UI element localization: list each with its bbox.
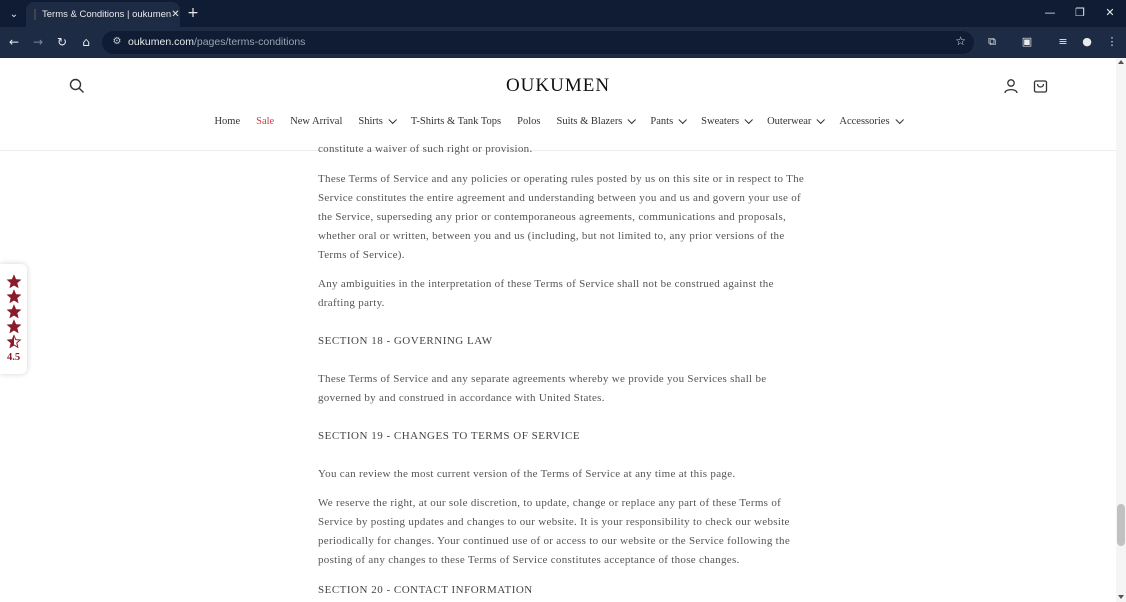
rating-value: 4.5 — [6, 352, 21, 363]
cast-icon[interactable]: ≡ — [1058, 35, 1068, 48]
nav-label: Outerwear — [767, 116, 812, 127]
browser-tab-active[interactable] — [26, 2, 180, 27]
chevron-down-icon — [745, 115, 753, 123]
terms-content — [318, 143, 808, 602]
nav-shirts[interactable] — [350, 116, 403, 127]
paragraph-entire-agreement: These Terms of Service and any policies or operating rules posted by us on this site or in respect to The Service constitutes the entire agreement and understanding between you and us and govern your use of the Service, superseding any prior or contemporaneous agreements, communications and proposals, whether oral or written, between you and us (including, but not limited to, any prior versions of the Terms of Service). — [318, 173, 805, 261]
chevron-down-icon — [388, 115, 396, 123]
partial-paragraph: constitute a waiver of such right or provision. — [318, 143, 533, 155]
extensions-icon[interactable]: ⧉ — [988, 35, 996, 48]
browser-tab-bar — [0, 0, 1126, 27]
address-bar[interactable] — [102, 31, 974, 54]
nav-label: Home — [214, 116, 241, 127]
url-path: /pages/terms-conditions — [193, 36, 306, 48]
profile-icon[interactable]: ● — [1082, 35, 1092, 48]
nav-label: Sweaters — [701, 116, 740, 127]
nav-new-arrival[interactable] — [282, 116, 350, 127]
chevron-down-icon — [679, 115, 687, 123]
section-19-heading: SECTION 19 - CHANGES TO TERMS OF SERVICE — [318, 430, 581, 442]
chevron-down-icon — [895, 115, 903, 123]
url-host: oukumen.com — [128, 36, 194, 48]
reviews-badge[interactable] — [0, 264, 27, 374]
nav-label: Sale — [256, 116, 275, 127]
site-header — [0, 58, 1116, 151]
home-icon[interactable]: ⌂ — [82, 35, 90, 49]
rating-stars — [6, 274, 22, 349]
page-scrollbar[interactable] — [1116, 58, 1126, 602]
cart-icon[interactable] — [1032, 77, 1049, 94]
scrollbar-thumb[interactable] — [1117, 504, 1125, 546]
nav-label: Polos — [517, 116, 541, 127]
scroll-up-arrow-icon[interactable] — [1118, 60, 1124, 64]
chevron-down-icon — [628, 115, 636, 123]
chevron-down-icon — [817, 115, 825, 123]
browser-menu-icon[interactable]: ⋮ — [1106, 35, 1118, 48]
nav-label: New Arrival — [290, 116, 343, 127]
site-logo[interactable]: OUKUMEN — [505, 75, 611, 96]
site-info-icon[interactable]: ⚙ — [112, 36, 122, 47]
tab-title: Terms & Conditions | oukumen — [42, 9, 172, 20]
url-text[interactable] — [128, 36, 305, 48]
media-icon[interactable]: ▣ — [1021, 35, 1033, 48]
paragraph-review-terms: You can review the most current version of the Terms of Service at any time at this page. — [318, 468, 736, 480]
nav-polos[interactable] — [509, 116, 548, 127]
minimize-icon[interactable]: — — [1044, 6, 1056, 19]
nav-label: T-Shirts & Tank Tops — [410, 116, 502, 127]
nav-label: Shirts — [358, 116, 383, 127]
account-icon[interactable] — [1003, 78, 1019, 94]
bookmark-star-icon[interactable]: ☆ — [955, 34, 966, 48]
nav-label: Pants — [650, 116, 674, 127]
nav-sale[interactable] — [248, 116, 282, 127]
nav-suits-blazers[interactable] — [548, 116, 642, 127]
nav-t-shirts-tank-tops[interactable] — [403, 116, 509, 127]
nav-home[interactable] — [206, 116, 248, 127]
window-close-icon[interactable]: ✕ — [1105, 6, 1115, 19]
tab-close-icon[interactable]: ✕ — [171, 9, 180, 20]
nav-accessories[interactable] — [831, 116, 909, 127]
tab-search-chevron-icon[interactable]: ⌄ — [9, 8, 19, 20]
nav-sweaters[interactable] — [693, 116, 759, 127]
nav-outerwear[interactable] — [759, 116, 831, 127]
scroll-down-arrow-icon[interactable] — [1118, 595, 1124, 599]
nav-label: Suits & Blazers — [556, 116, 623, 127]
nav-pants[interactable] — [642, 116, 693, 127]
restore-icon[interactable]: ❐ — [1075, 6, 1085, 19]
section-18-heading: SECTION 18 - GOVERNING LAW — [318, 335, 493, 347]
section-20-heading: SECTION 20 - CONTACT INFORMATION — [318, 584, 533, 596]
tab-favicon-icon — [34, 9, 36, 20]
paragraph-reserve-right: We reserve the right, at our sole discretion, to update, change or replace any part of these Terms of Service by posting updates and changes to our website. It is your responsibility to check our website periodically for changes. Your continued use of or access to our website or the Service following the posting of any changes to these Terms of Service constitutes acceptance of those changes. — [318, 497, 791, 566]
paragraph-ambiguities: Any ambiguities in the interpretation of these Terms of Service shall not be construed against the drafting party. — [318, 278, 774, 309]
reload-icon[interactable]: ↻ — [56, 35, 68, 49]
browser-toolbar — [0, 27, 1126, 58]
new-tab-icon[interactable]: + — [187, 5, 199, 21]
main-nav — [0, 116, 1116, 127]
nav-label: Accessories — [839, 116, 890, 127]
back-arrow-icon[interactable]: ← — [8, 35, 20, 49]
forward-arrow-icon[interactable]: → — [32, 35, 44, 49]
paragraph-governing-law: These Terms of Service and any separate agreements whereby we provide you Services shall be governed by and construed in accordance with United States. — [318, 373, 767, 404]
